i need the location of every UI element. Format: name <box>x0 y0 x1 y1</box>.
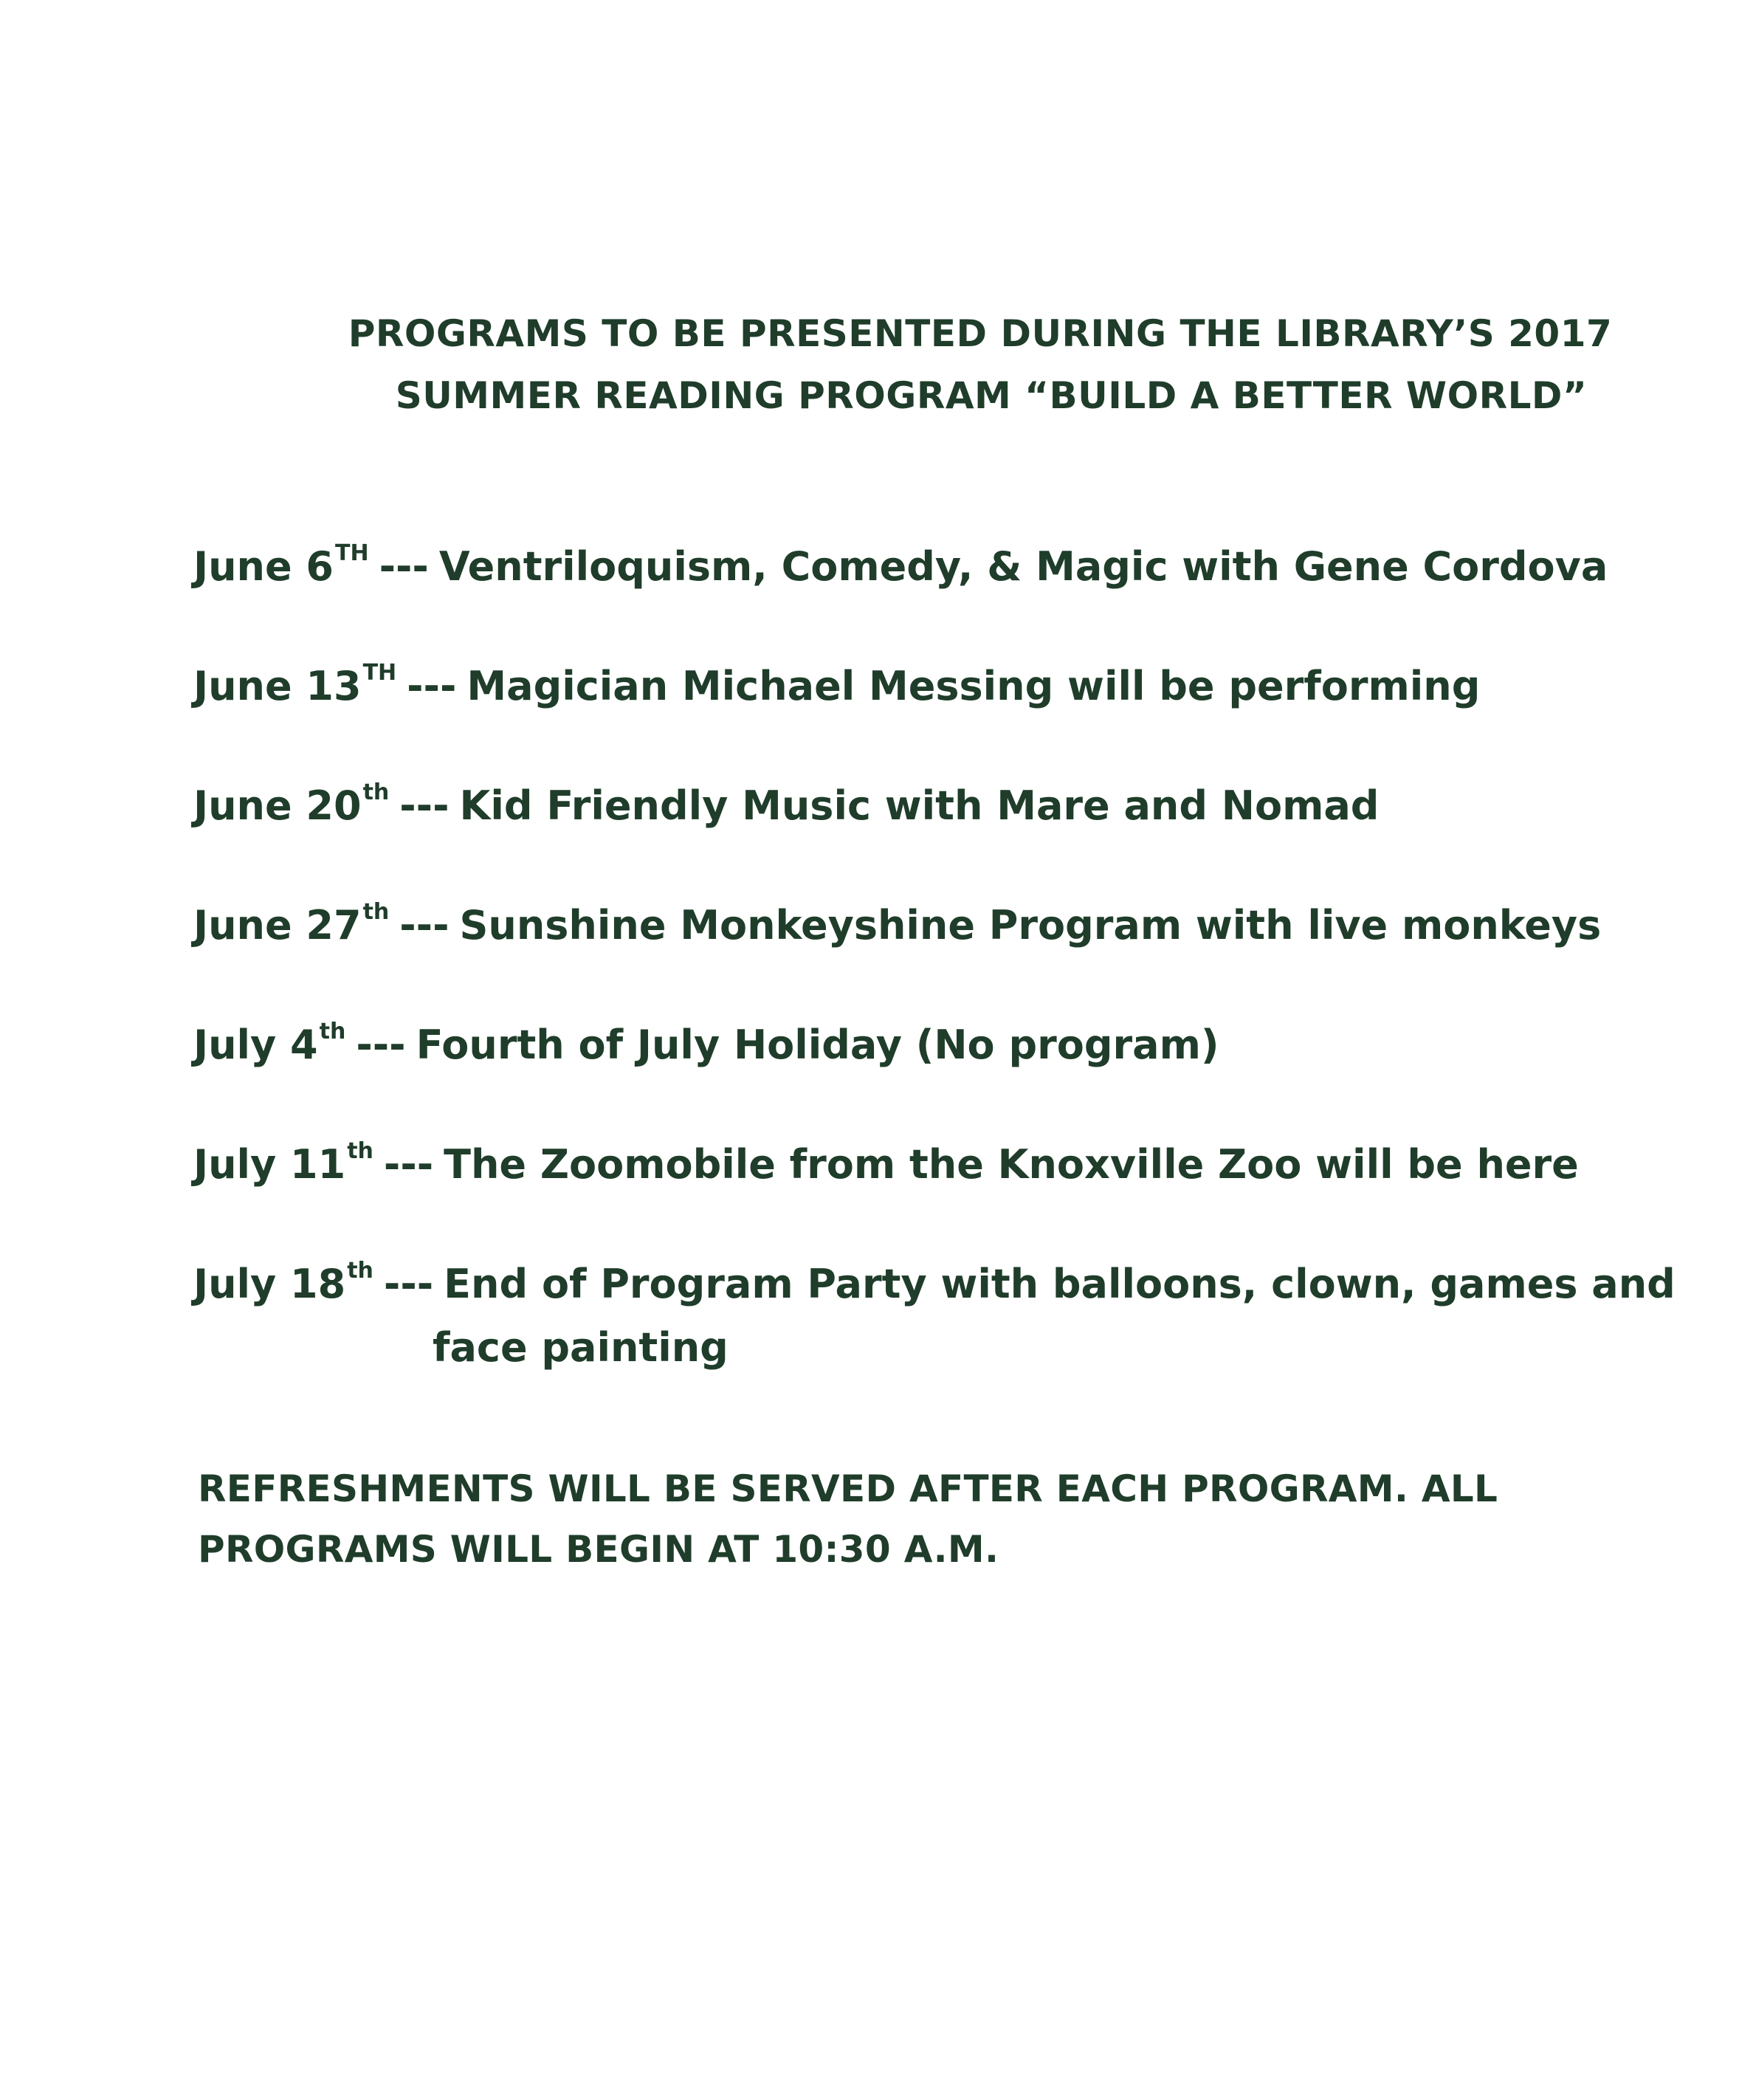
date-suffix: th <box>347 1138 373 1164</box>
event-date: July 18th <box>193 1258 373 1307</box>
schedule-item-june-27 <box>193 899 1670 1023</box>
event-description: The Zoomobile from the Knoxville Zoo will be here <box>444 1141 1579 1188</box>
event-description: Ventriloquism, Comedy, & Magic with Gene Cordova <box>438 543 1608 590</box>
event-description: Fourth of July Holiday (No program) <box>416 1022 1219 1068</box>
event-date: June 13TH <box>193 660 397 709</box>
program-schedule <box>193 540 1676 1447</box>
date-suffix: th <box>347 1258 373 1284</box>
event-date: June 6TH <box>193 540 369 590</box>
event-separator: --- <box>356 1022 406 1068</box>
event-separator: --- <box>399 782 450 829</box>
schedule-item-june-13 <box>193 660 1670 784</box>
event-separator: --- <box>383 1141 434 1188</box>
schedule-item-june-6 <box>193 540 1670 664</box>
page-title <box>0 303 1739 427</box>
schedule-item-july-11 <box>193 1138 1670 1262</box>
date-suffix: th <box>362 899 390 925</box>
schedule-item-june-20 <box>193 779 1670 903</box>
event-separator: --- <box>383 1261 434 1307</box>
event-date: July 11th <box>193 1138 373 1188</box>
date-suffix: th <box>319 1019 346 1044</box>
event-date: July 4th <box>193 1019 346 1068</box>
date-suffix: TH <box>362 660 397 686</box>
date-suffix: TH <box>334 540 369 566</box>
title-line-1: PROGRAMS TO BE PRESENTED DURING THE LIBRARY’S 2017 <box>348 312 1613 355</box>
event-separator: --- <box>399 902 450 949</box>
event-separator: --- <box>379 543 429 590</box>
event-date: June 27th <box>193 899 390 949</box>
schedule-item-july-18 <box>193 1258 1676 1447</box>
event-separator: --- <box>407 663 457 709</box>
event-description: Magician Michael Messing will be performing <box>466 663 1481 709</box>
date-suffix: th <box>362 779 390 805</box>
title-line-2: SUMMER READING PROGRAM “BUILD A BETTER WORLD” <box>395 374 1588 417</box>
notice-line-1: REFRESHMENTS WILL BE SERVED AFTER EACH PROGRAM. ALL <box>198 1467 1498 1510</box>
event-description: Sunshine Monkeyshine Program with live monkeys <box>459 902 1602 949</box>
event-description-continuation: face painting <box>433 1324 729 1371</box>
notice-line-2: PROGRAMS WILL BEGIN AT 10:30 A.M. <box>198 1528 999 1571</box>
schedule-item-july-4 <box>193 1019 1670 1143</box>
event-date: June 20th <box>193 779 390 829</box>
event-description: End of Program Party with balloons, clown, games and <box>444 1261 1676 1307</box>
event-description: Kid Friendly Music with Mare and Nomad <box>459 782 1380 829</box>
refreshments-notice <box>198 1459 1600 1580</box>
